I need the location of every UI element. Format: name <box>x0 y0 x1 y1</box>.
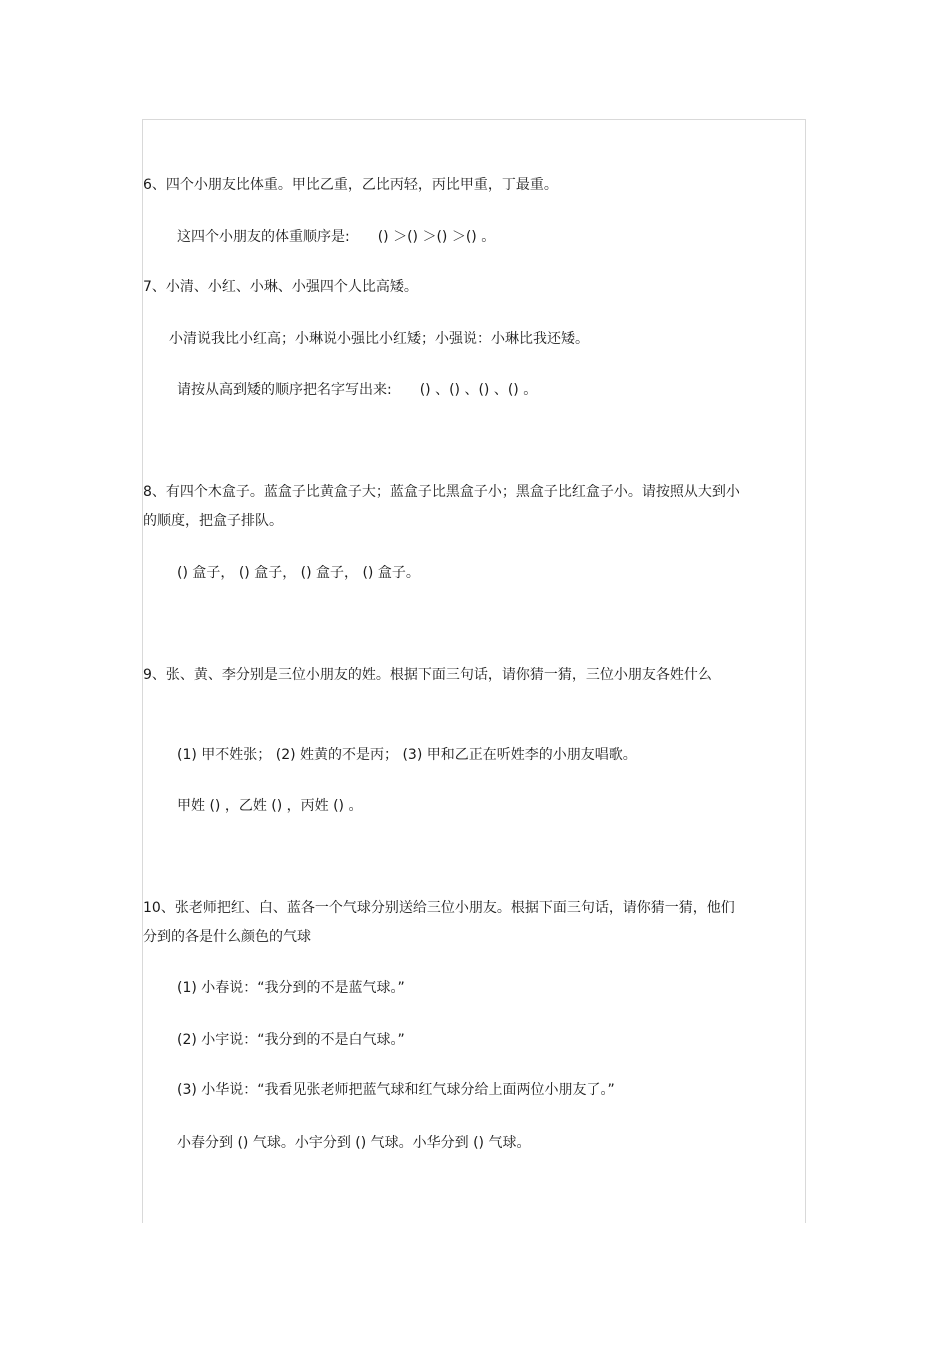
question-7-text: 7、小清、小红、小琳、小强四个人比高矮。 <box>143 279 418 295</box>
question-10-text: 10、张老师把红、白、蓝各一个气球分别送给三位小朋友。根据下面三句话，请你猜一猜，他们分到的各是什么颜色的气球 <box>143 900 735 945</box>
question-7-clue: 小清说我比小红高；小琳说小强比小红矮；小强说：小琳比我还矮。 <box>169 331 589 347</box>
question-10-answer: 小春分到 () 气球。小宇分到 () 气球。小华分到 () 气球。 <box>177 1135 531 1151</box>
question-6-answer: 这四个小朋友的体重顺序是: () ＞() ＞() ＞() 。 <box>177 229 496 245</box>
question-7-answer: 请按从高到矮的顺序把名字写出来: () 、() 、() 、() 。 <box>177 382 538 398</box>
question-9-text: 9、张、黄、李分别是三位小朋友的姓。根据下面三句话，请你猜一猜，三位小朋友各姓什么 <box>143 667 712 683</box>
question-8-answer: () 盒子， () 盒子， () 盒子， () 盒子。 <box>177 565 420 581</box>
question-9-clues: (1) 甲不姓张； (2) 姓黄的不是丙； (3) 甲和乙正在听姓李的小朋友唱歌。 <box>177 747 637 763</box>
question-9-answer: 甲姓 () ，乙姓 () ，丙姓 () 。 <box>177 798 363 814</box>
question-10-clue-3: (3) 小华说：“我看见张老师把蓝气球和红气球分给上面两位小朋友了。” <box>177 1082 615 1098</box>
question-8-text: 8、有四个木盒子。蓝盒子比黄盒子大；蓝盒子比黑盒子小；黑盒子比红盒子小。请按照从大到小的顺度，把盒子排队。 <box>143 484 740 529</box>
question-10-clue-1: (1) 小春说：“我分到的不是蓝气球。” <box>177 980 405 996</box>
question-10-clue-2: (2) 小宇说：“我分到的不是白气球。” <box>177 1032 405 1048</box>
question-6-text: 6、四个小朋友比体重。甲比乙重，乙比丙轻，丙比甲重，丁最重。 <box>143 177 558 193</box>
